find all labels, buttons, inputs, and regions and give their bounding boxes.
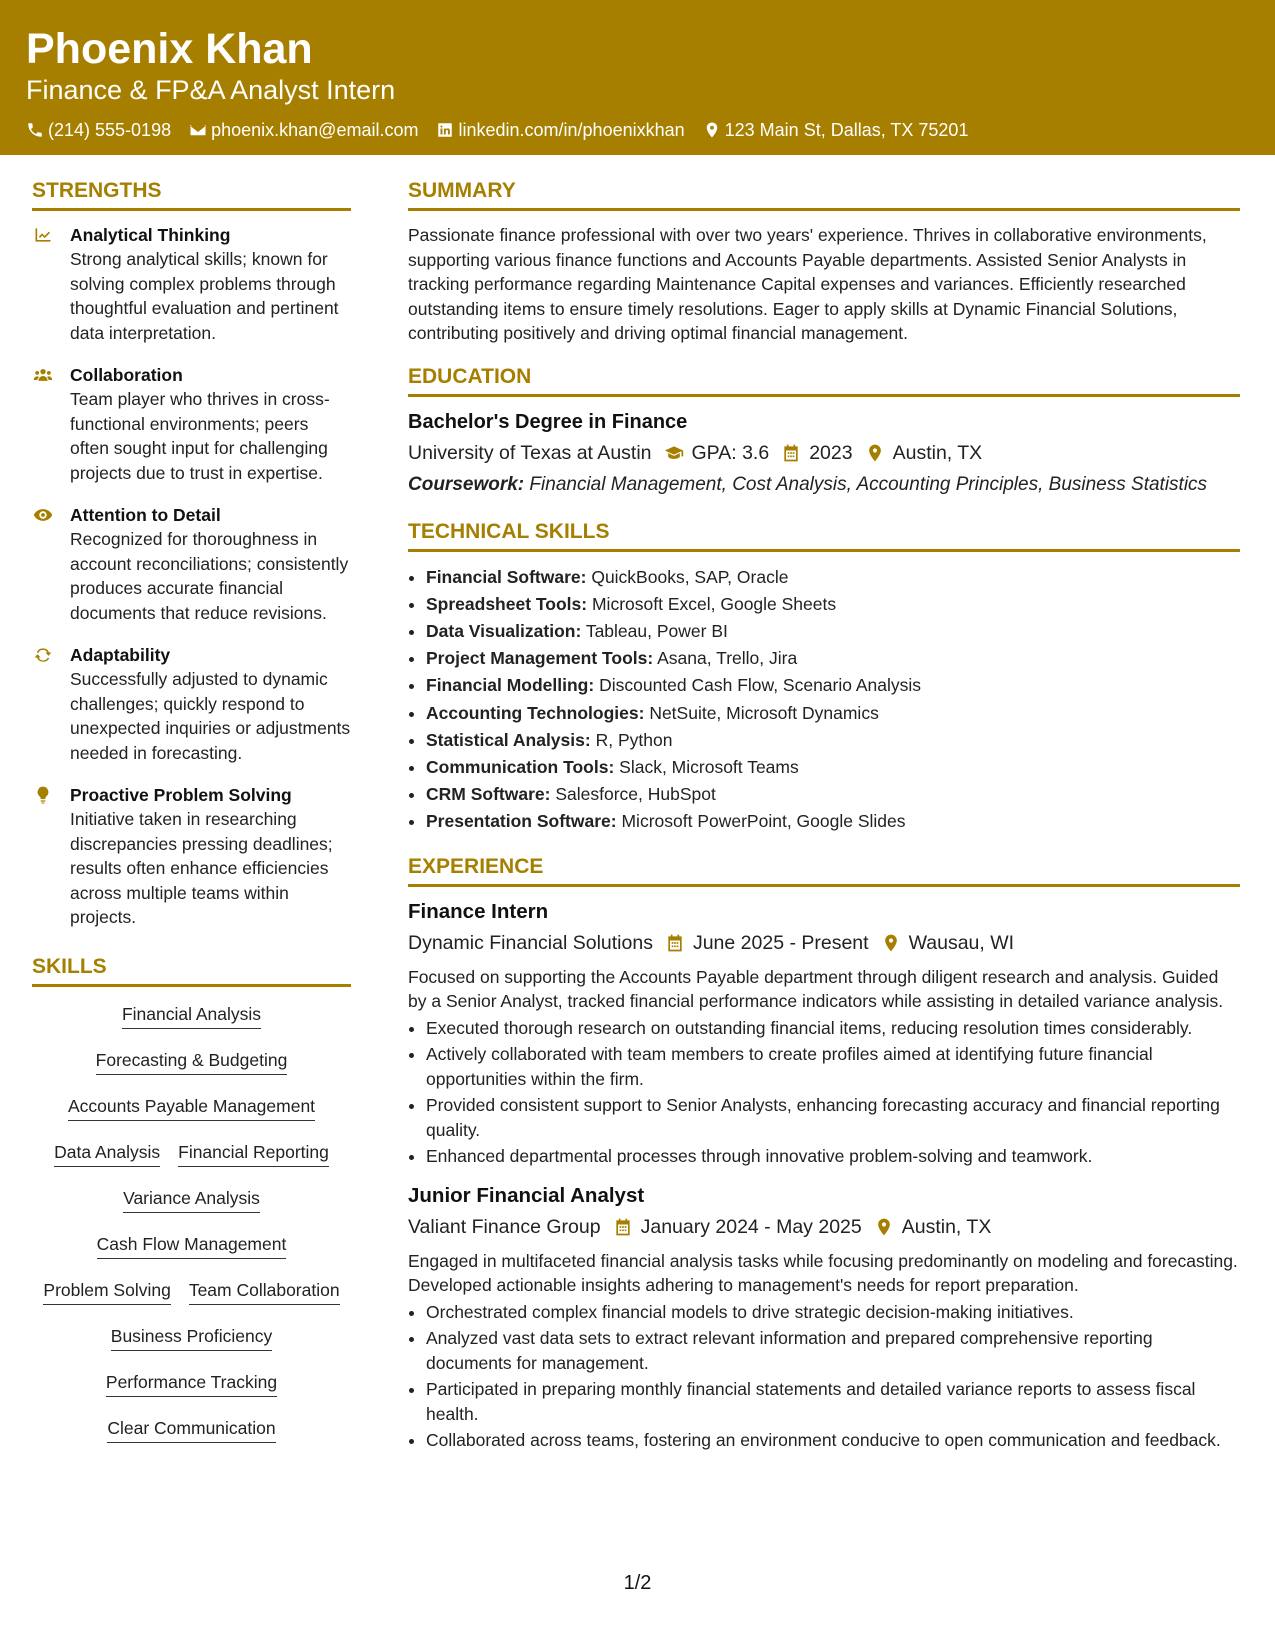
job-location: Austin, TX <box>901 1215 992 1238</box>
tech-value: Discounted Cash Flow, Scenario Analysis <box>599 675 922 696</box>
left-column <box>32 178 351 1443</box>
job-title: Finance Intern <box>408 899 549 923</box>
list-item <box>426 781 1240 808</box>
eye-icon <box>32 505 54 525</box>
job-meta <box>408 929 1240 957</box>
tech-label: Spreadsheet Tools: <box>426 593 588 614</box>
skills-title: SKILLS <box>32 954 351 987</box>
tech-label: Financial Software: <box>426 566 587 587</box>
education-gpa: GPA: 3.6 <box>691 441 770 464</box>
linkedin-icon <box>436 121 454 139</box>
calendar-icon <box>665 933 685 953</box>
map-marker-icon <box>881 933 901 953</box>
lightbulb-icon <box>32 785 54 805</box>
tech-value: Microsoft PowerPoint, Google Slides <box>621 811 906 832</box>
tech-label: Project Management Tools: <box>426 648 654 669</box>
job-description: Engaged in multifaceted financial analysis tasks while focusing predominantly on modeling and forecasting. Developed actionable insights adhering to management's needs for report preparation. <box>408 1250 1238 1296</box>
skill-tag: Financial Analysis <box>122 1003 261 1029</box>
list-item <box>426 645 1240 672</box>
linkedin-text: linkedin.com/in/phoenixkhan <box>458 120 685 140</box>
skill-tag: Data Analysis <box>54 1141 160 1167</box>
education-year: 2023 <box>809 441 853 464</box>
envelope-icon <box>189 121 207 139</box>
tech-value: Slack, Microsoft Teams <box>619 756 799 777</box>
contact-linkedin[interactable] <box>436 118 684 142</box>
job-company: Dynamic Financial Solutions <box>408 931 653 954</box>
coursework-text: Financial Management, Cost Analysis, Accounting Principles, Business Statistics <box>529 473 1208 495</box>
job-location: Wausau, WI <box>908 931 1015 954</box>
contact-email[interactable] <box>189 118 418 142</box>
tech-value: R, Python <box>595 729 673 750</box>
technical-skills-title: TECHNICAL SKILLS <box>408 519 1240 552</box>
candidate-role: Finance & FP&A Analyst Intern <box>26 75 396 105</box>
job-entry <box>408 1183 1240 1453</box>
summary-title: SUMMARY <box>408 178 1240 211</box>
tech-label: Communication Tools: <box>426 756 615 777</box>
map-marker-icon <box>703 121 721 139</box>
contact-bar <box>26 118 1249 142</box>
strengths-title: STRENGTHS <box>32 178 351 211</box>
education-coursework <box>408 473 1240 497</box>
list-item: • Enhanced departmental processes through innovative problem-solving and teamwork. <box>426 1144 1240 1169</box>
chart-line-icon <box>32 225 54 245</box>
list-item: • Collaborated across teams, fostering an environment conducive to open communication and feedback. <box>426 1428 1240 1453</box>
page-number: 1/2 <box>623 1572 652 1594</box>
list-item <box>426 754 1240 781</box>
contact-address <box>703 118 969 142</box>
job-company: Valiant Finance Group <box>408 1215 601 1238</box>
tech-label: Presentation Software: <box>426 811 617 832</box>
education-title: EDUCATION <box>408 364 1240 397</box>
strength-title: Analytical Thinking <box>70 225 231 245</box>
strength-title: Adaptability <box>70 645 171 665</box>
graduation-cap-icon <box>664 443 684 463</box>
tech-value: Salesforce, HubSpot <box>555 784 716 805</box>
calendar-icon <box>613 1217 633 1237</box>
strength-item <box>32 783 351 930</box>
experience-title: EXPERIENCE <box>408 854 1240 887</box>
list-item: • Executed thorough research on outstanding financial items, reducing resolution times considerably. <box>426 1016 1240 1041</box>
tech-label: Financial Modelling: <box>426 675 595 696</box>
education-meta <box>408 439 1240 467</box>
tech-label: Data Visualization: <box>426 620 582 641</box>
tech-value: QuickBooks, SAP, Oracle <box>591 566 789 587</box>
strength-desc: Initiative taken in researching discrepancies pressing deadlines; results often enhance efficiencies across multiple teams within projects. <box>70 809 333 927</box>
tech-label: Accounting Technologies: <box>426 702 645 723</box>
skill-tag: Financial Reporting <box>178 1141 329 1167</box>
skill-tag: Variance Analysis <box>123 1187 260 1213</box>
tech-label: CRM Software: <box>426 784 551 805</box>
list-item: • Participated in preparing monthly financial statements and detailed variance reports to assess fiscal health. <box>426 1377 1240 1426</box>
list-item: • Provided consistent support to Senior Analysts, enhancing forecasting accuracy and financial reporting quality. <box>426 1093 1240 1142</box>
skill-tag: Clear Communication <box>107 1417 275 1443</box>
job-bullets <box>408 1300 1240 1453</box>
list-item <box>426 618 1240 645</box>
tech-label: Statistical Analysis: <box>426 729 591 750</box>
right-column <box>408 178 1240 1467</box>
strength-item <box>32 223 351 345</box>
job-bullets <box>408 1016 1240 1169</box>
skills-list <box>32 1003 351 1443</box>
phone-icon <box>26 121 44 139</box>
email-text: phoenix.khan@email.com <box>211 120 419 140</box>
strength-title: Collaboration <box>70 365 183 385</box>
strength-title: Proactive Problem Solving <box>70 785 292 805</box>
skill-tag: Team Collaboration <box>189 1279 340 1305</box>
strength-item <box>32 643 351 765</box>
tech-value: Asana, Trello, Jira <box>657 648 798 669</box>
job-meta <box>408 1213 1240 1241</box>
skill-tag: Accounts Payable Management <box>68 1095 315 1121</box>
skill-tag: Forecasting & Budgeting <box>96 1049 288 1075</box>
address-text: 123 Main St, Dallas, TX 75201 <box>724 120 969 140</box>
job-title: Junior Financial Analyst <box>408 1183 645 1207</box>
list-item: • Analyzed vast data sets to extract relevant information and prepared comprehensive reporting documents for management. <box>426 1326 1240 1375</box>
users-icon <box>32 365 54 385</box>
job-dates: January 2024 - May 2025 <box>640 1215 862 1238</box>
list-item <box>426 672 1240 699</box>
job-dates: June 2025 - Present <box>692 931 869 954</box>
skill-tag: Problem Solving <box>43 1279 170 1305</box>
skill-tag: Business Proficiency <box>111 1325 272 1351</box>
job-description: Focused on supporting the Accounts Payable department through diligent research and analysis. Guided by a Senior Analyst, tracked financial performance indicators while assisting in detailed variance analysis. <box>408 966 1224 1012</box>
skill-tag: Performance Tracking <box>106 1371 277 1397</box>
education-school: University of Texas at Austin <box>408 441 652 464</box>
technical-skills-list <box>408 564 1240 836</box>
strength-desc: Recognized for thoroughness in account reconciliations; consistently produces accurate financial documents that reduce revisions. <box>70 529 349 623</box>
list-item: • Orchestrated complex financial models to drive strategic decision-making initiatives. <box>426 1300 1240 1325</box>
list-item <box>426 700 1240 727</box>
tech-value: Tableau, Power BI <box>585 620 728 641</box>
list-item <box>426 808 1240 835</box>
phone-text: (214) 555-0198 <box>48 120 172 140</box>
strength-title: Attention to Detail <box>70 505 221 525</box>
calendar-icon <box>781 443 801 463</box>
education-location: Austin, TX <box>892 441 983 464</box>
coursework-label: Coursework: <box>408 473 525 495</box>
list-item <box>426 727 1240 754</box>
candidate-name: Phoenix Khan <box>26 25 313 73</box>
strength-item <box>32 363 351 485</box>
strength-desc: Successfully adjusted to dynamic challenges; quickly respond to unexpected inquiries or adjustments needed in forecasting. <box>70 669 351 763</box>
tech-value: NetSuite, Microsoft Dynamics <box>649 702 879 723</box>
strength-item <box>32 503 351 625</box>
strength-desc: Team player who thrives in cross-functional environments; peers often sought input for challenging projects due to trust in expertise. <box>70 389 330 483</box>
list-item <box>426 591 1240 618</box>
list-item: • Actively collaborated with team members to create profiles aimed at identifying future financial opportunities within the firm. <box>426 1042 1240 1091</box>
skill-tag: Cash Flow Management <box>97 1233 287 1259</box>
education-degree: Bachelor's Degree in Finance <box>408 410 688 433</box>
summary-text: Passionate finance professional with over two years' experience. Thrives in collaborative environments, supporting various finance functions and Accounts Payable departments. Assisted Senior Analysts in tracking performance regarding Maintenance Capital expenses and variances. Efficiently researched outstanding items to ensure timely resolutions. Eager to apply skills at Dynamic Financial Solutions, contributing positively and driving optimal financial management. <box>408 225 1207 343</box>
sync-icon <box>32 645 54 665</box>
job-entry <box>408 899 1240 1169</box>
tech-value: Microsoft Excel, Google Sheets <box>591 593 837 614</box>
list-item <box>426 564 1240 591</box>
map-marker-icon <box>874 1217 894 1237</box>
resume-header <box>0 0 1275 155</box>
map-marker-icon <box>865 443 885 463</box>
contact-phone <box>26 118 171 142</box>
strength-desc: Strong analytical skills; known for solving complex problems through thoughtful evaluation and pertinent data interpretation. <box>70 249 339 343</box>
